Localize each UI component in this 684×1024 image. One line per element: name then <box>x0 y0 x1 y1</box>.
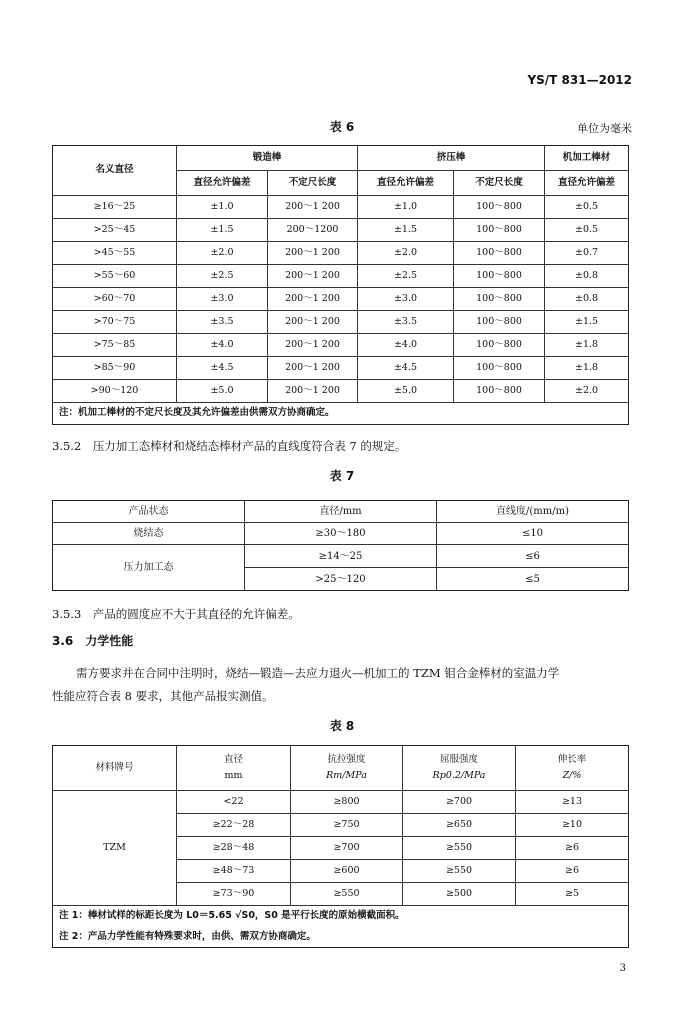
header-yield-label: 屈服强度 <box>439 754 478 766</box>
cell-straightness: ≤6 <box>437 545 629 568</box>
cell-diameter: <22 <box>177 791 291 814</box>
cell-diameter: >25～45 <box>53 219 177 242</box>
clause-3-5-2: 3.5.2 压力加工态棒材和烧结态棒材产品的直线度符合表 7 的规定。 <box>52 439 407 453</box>
cell-extruded-tol: ±2.0 <box>358 242 454 265</box>
clause-3-6-line2: 性能应符合表 8 要求，其他产品报实测值。 <box>52 689 274 703</box>
table-row <box>53 196 629 219</box>
cell-elongation: ≥6 <box>516 860 629 883</box>
table-row <box>53 219 629 242</box>
table6-header-nominal: 名义直径 <box>53 146 177 196</box>
table8-header-elongation <box>516 746 629 791</box>
table-row <box>53 545 629 568</box>
table6-sub-extruded-len: 不定尺长度 <box>454 171 545 196</box>
cell-machined-tol: ±1.8 <box>545 357 629 380</box>
cell-tensile: ≥800 <box>291 791 403 814</box>
header-yield-unit: Rp0.2/MPa <box>432 769 486 781</box>
cell-forged-len: 200～1 200 <box>268 380 358 403</box>
cell-machined-tol: ±0.5 <box>545 219 629 242</box>
cell-extruded-tol: ±3.0 <box>358 288 454 311</box>
cell-elongation: ≥6 <box>516 837 629 860</box>
cell-diameter: ≥14～25 <box>245 545 437 568</box>
table7-header-straightness: 直线度/(mm/m) <box>437 501 629 523</box>
cell-extruded-len: 100～800 <box>454 265 545 288</box>
cell-forged-tol: ±2.0 <box>177 242 268 265</box>
table-row <box>53 265 629 288</box>
cell-diameter: ≥16～25 <box>53 196 177 219</box>
cell-extruded-tol: ±4.5 <box>358 357 454 380</box>
table6 <box>52 145 629 425</box>
table8-caption: 表 8 <box>329 719 355 733</box>
table7-header-state: 产品状态 <box>53 501 245 523</box>
cell-extruded-tol: ±3.5 <box>358 311 454 334</box>
cell-extruded-len: 100～800 <box>454 357 545 380</box>
cell-extruded-len: 100～800 <box>454 380 545 403</box>
cell-forged-len: 200～1 200 <box>268 196 358 219</box>
cell-forged-len: 200～1 200 <box>268 242 358 265</box>
table6-caption: 表 6 <box>329 120 355 134</box>
table7-header-diameter: 直径/mm <box>245 501 437 523</box>
section-3-6-title: 3.6 力学性能 <box>52 634 134 648</box>
table-row <box>53 334 629 357</box>
cell-tensile: ≥750 <box>291 814 403 837</box>
cell-tensile: ≥550 <box>291 883 403 906</box>
table6-header-machined: 机加工棒材 <box>545 146 629 171</box>
cell-machined-tol: ±0.7 <box>545 242 629 265</box>
cell-forged-len: 200～1 200 <box>268 288 358 311</box>
table6-sub-extruded-tol: 直径允许偏差 <box>358 171 454 196</box>
cell-diameter: >75～85 <box>53 334 177 357</box>
cell-extruded-len: 100～800 <box>454 334 545 357</box>
cell-diameter: >55～60 <box>53 265 177 288</box>
table8-header-yield <box>403 746 516 791</box>
header-elongation-label: 伸长率 <box>557 754 587 766</box>
cell-diameter: >60～70 <box>53 288 177 311</box>
cell-forged-len: 200～1 200 <box>268 311 358 334</box>
table8-header-diameter <box>177 746 291 791</box>
cell-forged-tol: ±3.0 <box>177 288 268 311</box>
table6-header-extruded: 挤压棒 <box>358 146 545 171</box>
table-row <box>53 357 629 380</box>
table-row <box>53 242 629 265</box>
cell-forged-len: 200～1 200 <box>268 334 358 357</box>
cell-yield: ≥700 <box>403 791 516 814</box>
cell-forged-len: 200～1200 <box>268 219 358 242</box>
header-tensile-label: 抗拉强度 <box>327 754 366 766</box>
page-number: 3 <box>619 963 626 974</box>
header-elongation-unit: Z/% <box>562 769 582 781</box>
cell-diameter: >25～120 <box>245 568 437 591</box>
cell-extruded-tol: ±2.5 <box>358 265 454 288</box>
cell-diameter: ≥28～48 <box>177 837 291 860</box>
table6-sub-machined-tol: 直径允许偏差 <box>545 171 629 196</box>
table7-caption: 表 7 <box>329 469 355 483</box>
cell-elongation: ≥13 <box>516 791 629 814</box>
cell-straightness: ≤5 <box>437 568 629 591</box>
cell-extruded-tol: ±5.0 <box>358 380 454 403</box>
cell-extruded-len: 100～800 <box>454 219 545 242</box>
table6-sub-forged-tol: 直径允许偏差 <box>177 171 268 196</box>
cell-grade: TZM <box>53 791 177 906</box>
table6-sub-forged-len: 不定尺长度 <box>268 171 358 196</box>
table-row <box>53 311 629 334</box>
cell-diameter: >45～55 <box>53 242 177 265</box>
cell-diameter: ≥73～90 <box>177 883 291 906</box>
cell-forged-tol: ±5.0 <box>177 380 268 403</box>
cell-elongation: ≥10 <box>516 814 629 837</box>
cell-machined-tol: ±0.8 <box>545 288 629 311</box>
cell-forged-tol: ±1.5 <box>177 219 268 242</box>
cell-diameter: ≥22～28 <box>177 814 291 837</box>
cell-extruded-tol: ±1.5 <box>358 219 454 242</box>
cell-straightness: ≤10 <box>437 523 629 545</box>
table6-unit: 单位为毫米 <box>577 122 632 135</box>
table-row <box>53 523 629 545</box>
cell-forged-tol: ±4.0 <box>177 334 268 357</box>
table-row <box>53 791 629 814</box>
cell-machined-tol: ±1.8 <box>545 334 629 357</box>
cell-machined-tol: ±0.8 <box>545 265 629 288</box>
cell-yield: ≥500 <box>403 883 516 906</box>
cell-extruded-len: 100～800 <box>454 196 545 219</box>
table6-header-forged: 锻造棒 <box>177 146 358 171</box>
cell-extruded-len: 100～800 <box>454 242 545 265</box>
table6-note: 注：机加工棒材的不定尺长度及其允许偏差由供需双方协商确定。 <box>53 403 629 425</box>
table-row <box>53 288 629 311</box>
cell-forged-tol: ±1.0 <box>177 196 268 219</box>
clause-3-5-3: 3.5.3 产品的圆度应不大于其直径的允许偏差。 <box>52 607 300 621</box>
cell-tensile: ≥600 <box>291 860 403 883</box>
cell-machined-tol: ±1.5 <box>545 311 629 334</box>
cell-diameter: >85～90 <box>53 357 177 380</box>
cell-diameter: ≥48～73 <box>177 860 291 883</box>
cell-forged-tol: ±4.5 <box>177 357 268 380</box>
cell-tensile: ≥700 <box>291 837 403 860</box>
cell-forged-len: 200～1 200 <box>268 265 358 288</box>
cell-diameter: >90～120 <box>53 380 177 403</box>
cell-forged-tol: ±2.5 <box>177 265 268 288</box>
table-row <box>53 380 629 403</box>
cell-extruded-tol: ±4.0 <box>358 334 454 357</box>
table8-header-grade: 材料牌号 <box>53 746 177 791</box>
cell-extruded-tol: ±1.0 <box>358 196 454 219</box>
cell-diameter: ≥30～180 <box>245 523 437 545</box>
cell-state: 压力加工态 <box>53 545 245 591</box>
header-tensile-unit: Rm/MPa <box>326 769 367 781</box>
cell-extruded-len: 100～800 <box>454 311 545 334</box>
table8-header-tensile <box>291 746 403 791</box>
cell-yield: ≥550 <box>403 860 516 883</box>
table8 <box>52 745 629 948</box>
cell-elongation: ≥5 <box>516 883 629 906</box>
header-diameter-unit: mm <box>224 769 243 781</box>
cell-forged-len: 200～1 200 <box>268 357 358 380</box>
cell-extruded-len: 100～800 <box>454 288 545 311</box>
cell-state: 烧结态 <box>53 523 245 545</box>
cell-yield: ≥550 <box>403 837 516 860</box>
cell-diameter: >70～75 <box>53 311 177 334</box>
cell-machined-tol: ±0.5 <box>545 196 629 219</box>
doc-code: YS/T 831—2012 <box>527 73 632 87</box>
table8-note-1: 注 1：棒材试样的标距长度为 L0＝5.65 √S0，S0 是平行长度的原始横截面积。 <box>53 906 629 927</box>
cell-yield: ≥650 <box>403 814 516 837</box>
clause-3-6-line1: 需方要求并在合同中注明时，烧结—锻造—去应力退火—机加工的 TZM 钼合金棒材的室温力学 <box>76 666 560 680</box>
table8-note-2: 注 2：产品力学性能有特殊要求时，由供、需双方协商确定。 <box>53 927 629 948</box>
table7 <box>52 500 629 591</box>
cell-machined-tol: ±2.0 <box>545 380 629 403</box>
cell-forged-tol: ±3.5 <box>177 311 268 334</box>
header-diameter-label: 直径 <box>223 754 243 766</box>
